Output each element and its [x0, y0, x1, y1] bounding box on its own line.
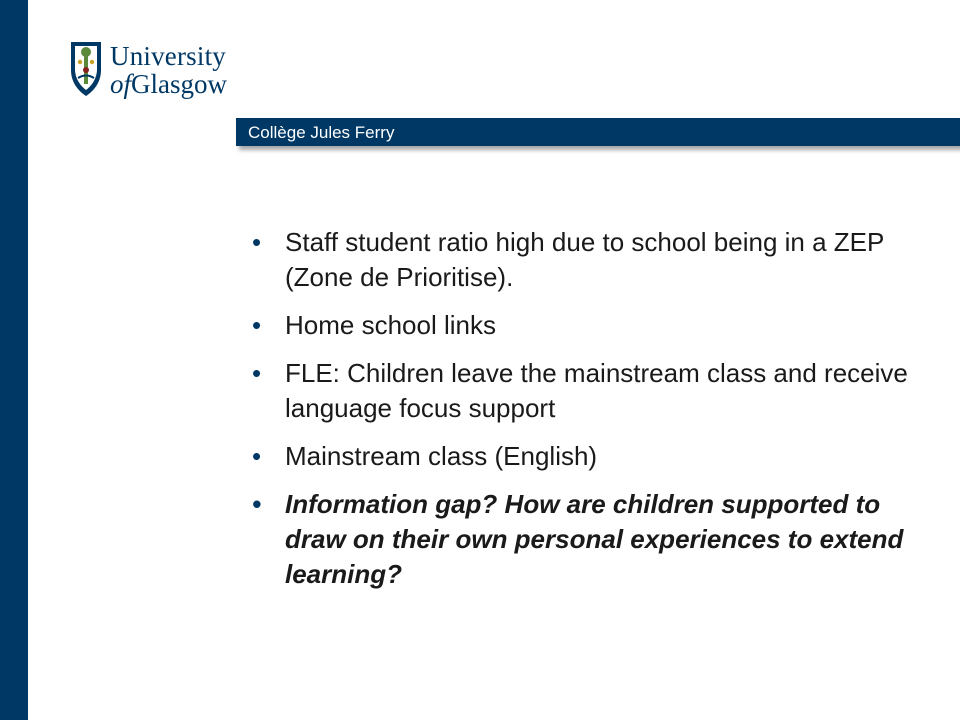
- slide-title: Collège Jules Ferry: [248, 123, 395, 142]
- logo-text-of-glasgow: [110, 70, 227, 98]
- bullet-text: Staff student ratio high due to school being in a ZEP (Zone de Prioritise).: [285, 227, 884, 292]
- bullet-item: [250, 308, 930, 343]
- logo-text-university: University: [110, 41, 226, 71]
- logo-text-of: of: [110, 69, 132, 99]
- logo-text-glasgow: Glasgow: [131, 69, 228, 99]
- slide-title-bar: [236, 118, 960, 146]
- bullet-text: Mainstream class (English): [285, 441, 598, 471]
- bullet-marker-icon: •: [252, 310, 262, 340]
- bullet-item: [250, 225, 930, 295]
- bullet-text: FLE: Children leave the mainstream class and receive language focus support: [285, 358, 908, 423]
- bullet-item: [250, 439, 930, 474]
- bullet-marker-icon: •: [252, 441, 262, 471]
- bullet-marker-icon: •: [252, 489, 262, 519]
- left-accent-bar: [0, 0, 28, 720]
- bullet-list: [250, 225, 930, 605]
- bullet-text: Home school links: [285, 310, 496, 340]
- university-crest-icon: [68, 40, 104, 98]
- bullet-marker-icon: •: [252, 227, 262, 257]
- university-logo: [68, 40, 238, 102]
- bullet-text: Information gap? How are children supported to draw on their own personal experiences to extend learning?: [285, 489, 904, 589]
- bullet-item: [250, 356, 930, 426]
- bullet-item-emphasis: [250, 487, 930, 592]
- bullet-marker-icon: •: [252, 358, 262, 388]
